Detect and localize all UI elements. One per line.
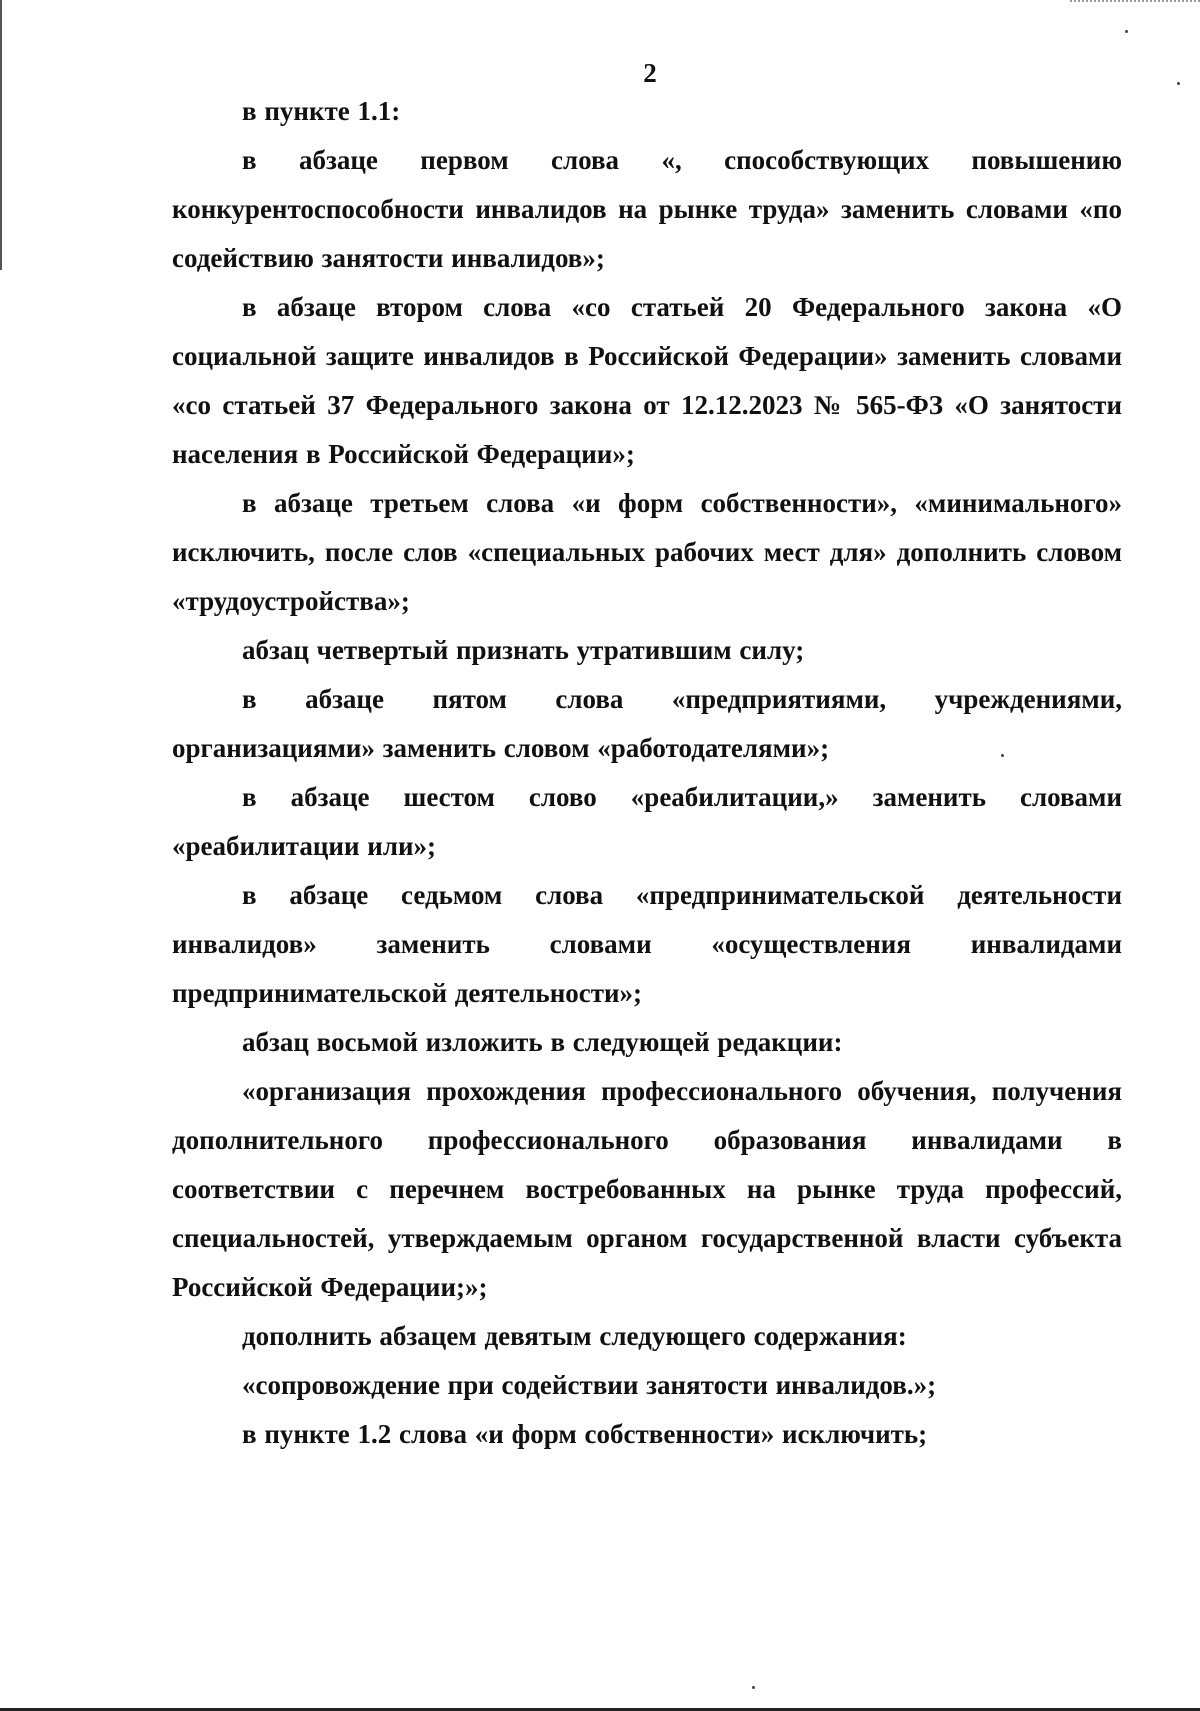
paragraph-eighth-abzac-intro: абзац восьмой изложить в следующей редакции: — [242, 1027, 843, 1057]
scan-speck — [752, 1686, 755, 1689]
paragraph-seventh-abzac-amendment: в абзаце седьмом слова «предпринимательской деятельности инвалидов» заменить словами «осуществления инвалидами предпринимательской деятельности»; — [172, 880, 1122, 1008]
paragraph-ninth-abzac-intro: дополнить абзацем девятым следующего содержания: — [242, 1321, 907, 1351]
paragraph-first-abzac-amendment: в абзаце первом слова «, способствующих повышению конкурентоспособности инвалидов на рынке труда» заменить словами «по содействию занятости инвалидов»; — [172, 145, 1122, 273]
paragraph-eighth-abzac-new-text: «организация прохождения профессионального обучения, получения дополнительного профессионального образования инвалидами в соответствии с перечнем востребованных на рынке труда профессий, специальностей, утверждаемым органом государственной власти субъекта Российской Федерации;»; — [172, 1076, 1122, 1302]
paragraph-sixth-abzac-amendment: в абзаце шестом слово «реабилитации,» заменить словами «реабилитации или»; — [172, 782, 1122, 861]
paragraph-ninth-abzac-new-text: «сопровождение при содействии занятости инвалидов.»; — [242, 1370, 937, 1400]
paragraph-fifth-abzac-amendment: в абзаце пятом слова «предприятиями, учреждениями, организациями» заменить словом «работодателями»; — [172, 684, 1122, 763]
paragraph-third-abzac-amendment: в абзаце третьем слова «и форм собственности», «минимального» исключить, после слов «специальных рабочих мест для» дополнить словом «трудоустройства»; — [172, 488, 1122, 616]
paragraph-second-abzac-amendment: в абзаце втором слова «со статьей 20 Федерального закона «О социальной защите инвалидов в Российской Федерации» заменить словами «со статьей 37 Федерального закона от 12.12.2023 № 565-ФЗ «О занятости населения в Российской Федерации»; — [172, 292, 1122, 469]
scan-edge-left — [0, 0, 2, 270]
document-body — [172, 87, 1122, 1459]
scan-edge-top — [1070, 0, 1200, 4]
paragraph-item-1-2-amendment: в пункте 1.2 слова «и форм собственности» исключить; — [242, 1419, 928, 1449]
page-number: 2 — [643, 58, 657, 88]
paragraph-item-1-1-intro: в пункте 1.1: — [242, 96, 401, 126]
paragraph-fourth-abzac-repeal: абзац четвертый признать утратившим силу; — [242, 635, 805, 665]
scan-speck — [1125, 30, 1128, 33]
